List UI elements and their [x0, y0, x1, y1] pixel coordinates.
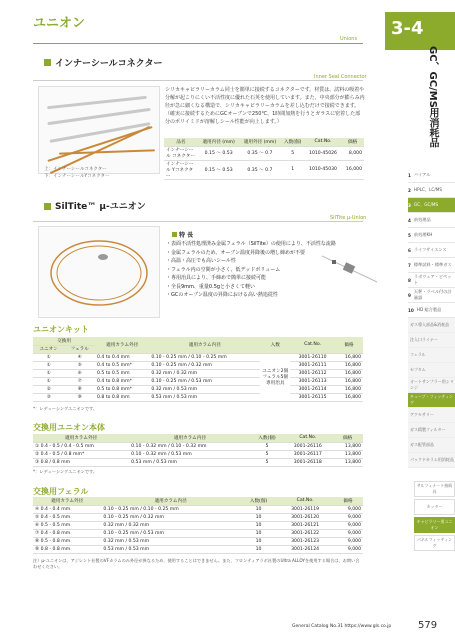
table-row: ③ ⑨ 0.8 to 0.8 mm 0.53 mm / 0.53 mm 3001-26115 16,800 — [33, 393, 363, 401]
sub-nav-item[interactable]: アクセサリー — [408, 408, 455, 423]
sub-nav — [408, 318, 455, 468]
sub-nav-item[interactable]: パックドカラム用消耗品 — [408, 453, 455, 468]
sub-sub-nav-item[interactable]: パネルフィッティング — [414, 535, 455, 551]
table-row: ① ④ 0.4 to 0.4 mm 0.10 - 0.25 mm / 0.10 - 0.25 mm ユニオン2個 フェラル5個 専用治具 3001-26110 16,800 — [33, 353, 363, 361]
table-row: ⑤ 0.4 - 0.5 mm 0.10 - 0.25 mm / 0.32 mm 10 3001-26120 9,000 — [35, 514, 361, 520]
sub-nav-item[interactable]: ガス導入部品&消耗品 — [408, 318, 455, 333]
inner-seal-table: 品名 適用内径 (mm) 適用外径 (mm) 入数(個) Cat.No. 価格 インナーシール コネクター 0.15 ～ 0.53 0.35 ～ 0.7 5 1010-45026 8,000 インナーシール Yコネクター 0.15 ～ 0.53 0.35 ～ 0.7 1 1010-45030 16,000 — [166, 139, 362, 179]
table-row: ⑧ 0.5 - 0.8 mm 0.32 mm / 0.53 mm 10 3001-26123 9,000 — [35, 538, 361, 544]
table-row: ⑨ 0.8 - 0.8 mm 0.53 mm / 0.53 mm 10 3001-26124 9,000 — [35, 546, 361, 552]
chapter-tab: 3-4 — [385, 12, 455, 50]
feature-item: ・全長9mm、重量0.5gと小さくて軽い — [166, 283, 256, 290]
ferrule-table: 適用カラム外径 適用カラム内径 入数(個) Cat.No. 価格 ④ 0.4 - 0.4 mm 0.10 - 0.25 mm / 0.10 - 0.25 mm 10 3001-26119 9,000 ⑤ 0.4 - 0.5 mm 0.10 - 0.25 mm / 0.32 mm 10 3001-26120 9,000 ⑥ 0.5 - 0.5 mm 0.32 mm / 0.32 mm 10 3001-26121 9,000 ⑦ 0.4 - 0.8 mm 0.10 - 0.25 mm / 0.53 mm 10 3001-26122 9,000 ⑧ 0.5 - 0.8 mm 0.32 mm / 0.53 mm 10 3001-26123 9,000 ⑨ 0.8 - 0.8 mm 0.53 mm / 0.53 mm 10 3001-26124 9,000 — [35, 498, 361, 552]
inner-seal-image — [38, 86, 160, 174]
header-rule — [33, 43, 363, 44]
table-row: ① ⑥ 0.5 to 0.5 mm 0.32 mm / 0.32 mm 3001-26112 16,800 — [33, 369, 363, 377]
section-rule — [33, 221, 363, 222]
chapter-nav-item[interactable]: 7 標準試料・標準ガス — [408, 258, 455, 273]
feature-item: ・専用治具により、手締めで簡単に接続可能 — [166, 275, 267, 281]
sub-nav-item[interactable]: フェラル — [408, 348, 455, 363]
chapter-title: GC、GC/MS用消耗品 — [427, 46, 438, 148]
section-title-siltite: SilTite™ μ-ユニオン — [55, 202, 146, 212]
sub-nav-item[interactable]: ガス精製フィルター — [408, 423, 455, 438]
feature-item: ・表面不活性処理済み金属フェラル（SilTite）の使用により、不活性な流路 — [166, 241, 336, 247]
chapter-nav-item[interactable]: 8 ラボウェア・ピペット — [408, 273, 455, 288]
page-title: ユニオン — [33, 16, 86, 31]
section-bullet — [44, 203, 51, 210]
union-body-table: 適用カラム外径 適用カラム内径 入数(個) Cat.No. 価格 ① 0.4 - 0.5 / 0.4 - 0.5 mm 0.10 - 0.32 mm / 0.10 - 0.32 mm 5 3001-26116 13,800 ② 0.4 - 0.5 / 0.8 mm* 0.10 - 0.32 mm / 0.53 mm 5 3001-26117 13,800 ③ 0.8 / 0.8 mm 0.53 mm / 0.53 mm 5 3001-26118 13,800 — [35, 435, 361, 465]
kit-qty: ユニオン2個 フェラル5個 専用治具 — [260, 353, 290, 401]
sub-nav-item-active[interactable]: チューブ・フィッティング — [408, 393, 455, 408]
coiled-column-image — [39, 227, 161, 319]
siltite-image — [38, 226, 160, 318]
table-row: ① ⑦ 0.4 to 0.8 mm* 0.10 - 0.25 mm / 0.53 mm 3001-26113 16,800 — [33, 377, 363, 385]
chapter-nav-item[interactable]: 5 前処理KH — [408, 228, 455, 243]
table-row: インナーシール コネクター 0.15 ～ 0.53 0.35 ～ 0.7 5 1010-45026 8,000 — [166, 148, 362, 159]
union-body-note: *：レデューシングユニオンです。 — [33, 469, 98, 474]
section-rule — [33, 80, 363, 81]
feature-item: ・GCのオーブン温度の昇降における高い熱追従性 — [166, 292, 278, 298]
features-title: 特 長 — [172, 230, 193, 239]
union-parts-image — [322, 250, 378, 290]
kit-title: ユニオンキット — [33, 325, 89, 334]
page-title-en: Unions — [340, 36, 358, 42]
ferrule-note: 注）μ-ユニオンは、アジレント社製のVFカラムのみ外径が異なるため、使用することはできません。また、フロンティアラボ社製のUltra ALLOYを使用する場合は、お問い合わせください。 — [33, 558, 360, 569]
union-body-title: 交換用ユニオン本体 — [33, 423, 105, 432]
table-row: ③ 0.8 / 0.8 mm 0.53 mm / 0.53 mm 5 3001-26118 13,800 — [35, 459, 361, 465]
table-row: インナーシール Yコネクター 0.15 ～ 0.53 0.35 ～ 0.7 1 1010-45030 16,000 — [166, 161, 362, 179]
sub-nav-item[interactable]: 注入口ライナー — [408, 333, 455, 348]
chapter-nav — [408, 168, 455, 318]
features-list — [166, 240, 336, 300]
section-title-inner-seal: インナーシールコネクター — [55, 59, 163, 69]
kit-note: *：レデューシングユニオンです。 — [33, 406, 98, 411]
sub-sub-nav-item[interactable]: カッター — [414, 499, 455, 515]
sub-nav-item[interactable]: オートサンプラー用シリンジ — [408, 378, 455, 393]
tube-shape — [47, 96, 147, 109]
feature-item: ・金属フェラルのため、オーブン温度昇降後の増し締めが不要 — [166, 249, 305, 256]
tube-shape — [59, 149, 155, 154]
tube-shape — [47, 108, 150, 125]
page-number: 579 — [418, 620, 438, 631]
chapter-nav-item[interactable]: 2 HPLC、LC/MS — [408, 183, 455, 198]
section-en-inner-seal: Inner Seal Connector — [314, 74, 367, 80]
feature-item: ・フェラル内の空間が小さく、低デッドボリューム — [166, 266, 281, 273]
sub-sub-nav-item-active[interactable]: キャピラリー用ユニオン — [414, 517, 455, 533]
table-row: ① 0.4 - 0.5 / 0.4 - 0.5 mm 0.10 - 0.32 mm / 0.10 - 0.32 mm 5 3001-26116 13,800 — [35, 443, 361, 449]
chapter-nav-item[interactable]: 4 前処理品 — [408, 213, 455, 228]
table-row: ④ 0.4 - 0.4 mm 0.10 - 0.25 mm / 0.10 - 0.25 mm 10 3001-26119 9,000 — [35, 506, 361, 512]
sub-sub-nav — [414, 481, 455, 553]
feature-item: ・高温・高圧でも高いシール性 — [166, 258, 236, 264]
table-row: ② 0.4 - 0.5 / 0.8 mm* 0.10 - 0.32 mm / 0.53 mm 5 3001-26117 13,800 — [35, 451, 361, 457]
image-caption: 上：インナーシールコネクター 下：インナーシールYコネクター — [44, 167, 110, 179]
ferrule-title: 交換用フェラル — [33, 487, 89, 496]
chapter-nav-item[interactable]: 6 ライフサイエンス — [408, 243, 455, 258]
inner-seal-description: シリカキャピラリーカラム同士を簡単に接続するコネクターです。材質は、試料の吸着や分解が起こりにくい不活性度に優れた石英を使用しています。また、中央部分が膨らみ内径が急に細くなる構造で、シリカキャピラリーカラムを差し込むだけで接続できます。（確実に接続するためにGCオーブンで250℃、1時間加熱を行うとガラスに密着した部分のポリイミドが溶解しシール性能が向上します。） — [165, 87, 365, 125]
chapter-nav-item[interactable]: 10 HD 総合製品 — [408, 303, 455, 318]
table-row: ② ⑧ 0.5 to 0.8 mm* 0.32 mm / 0.53 mm 3001-26114 16,800 — [33, 385, 363, 393]
sub-sub-nav-item[interactable]: サルフィナート接続具 — [414, 481, 455, 497]
bullet-icon — [172, 232, 177, 237]
table-row: ⑥ 0.5 - 0.5 mm 0.32 mm / 0.32 mm 10 3001-26121 9,000 — [35, 522, 361, 528]
sub-nav-item[interactable]: セプタム — [408, 363, 455, 378]
sub-nav-item[interactable]: ガス配管部品 — [408, 438, 455, 453]
section-en-siltite: SilTite μ-Union — [330, 215, 367, 221]
footer-text: General Catalog No.31 https://www.gls.co.jp — [292, 624, 392, 629]
table-row: ⑦ 0.4 - 0.8 mm 0.10 - 0.25 mm / 0.53 mm 10 3001-26122 9,000 — [35, 530, 361, 536]
kit-table: 交換用 適用カラム外径 適用カラム内径 入数 Cat.No. 価格 ユニオン フェラル ① ④ 0.4 to 0.4 mm 0.10 - 0.25 mm / 0.10 - 0.25 mm ユニオン2個 フェラル5個 専用治具 3001-26110 16,800 ① ⑤ 0.4 to 0.5 mm* 0.10 - 0.25 mm / 0.32 mm 3001-26111 16,800 ① ⑥ 0.5 to 0.5 mm 0.32 mm / 0.32 mm 3001-26112 16,800 ① ⑦ 0.4 to 0.8 mm* 0.10 - 0.25 mm / 0.53 mm 3001-26113 16,800 ② ⑧ 0.5 to 0.8 mm* 0.32 mm / 0.53 mm 3001-26114 16,800 ③ ⑨ 0.8 to 0.8 mm 0.53 mm / 0.53 mm 3001-26115 16,800 — [33, 337, 363, 402]
table-row: ① ⑤ 0.4 to 0.5 mm* 0.10 - 0.25 mm / 0.32 mm 3001-26111 16,800 — [33, 361, 363, 369]
chapter-nav-item[interactable]: 1 バイアル — [408, 168, 455, 183]
chapter-nav-item-active[interactable]: 3 GC、GC/MS — [408, 198, 455, 213]
section-bullet — [44, 59, 51, 66]
chapter-nav-item[interactable]: 9 天秤・ラベル付の計量器 — [408, 288, 455, 303]
